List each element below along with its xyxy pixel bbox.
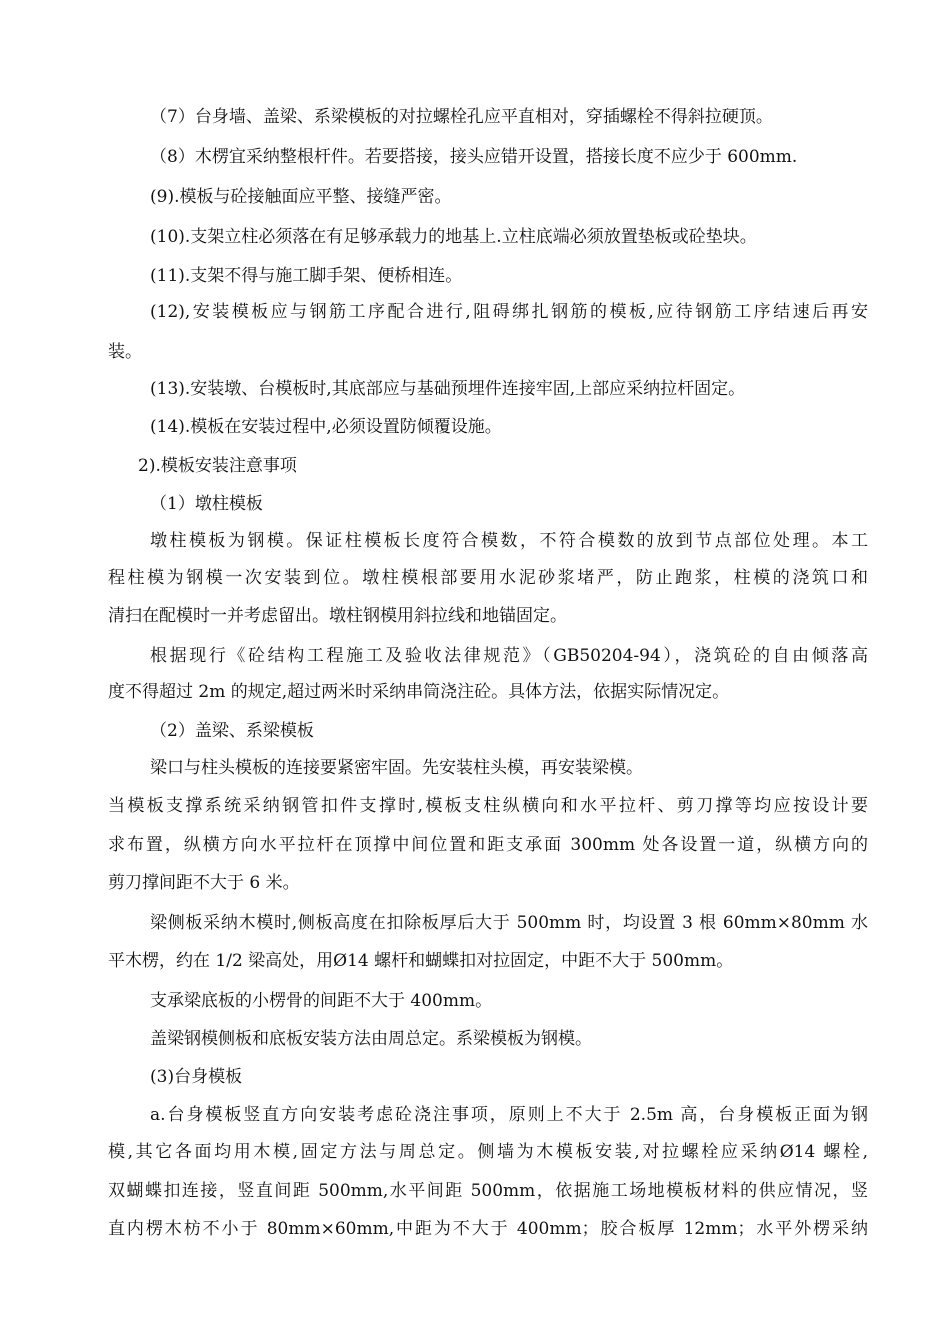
text-line: 根据现行《砼结构工程施工及验收法律规范》（GB50204-94），浇筑砼的自由倾落高: [150, 646, 868, 666]
text-line: (14).模板在安装过程中,必须设置防倾覆设施。: [150, 417, 502, 437]
text-line: 当模板支撑系统采纳钢管扣件支撑时,模板支柱纵横向和水平拉杆、剪刀撑等均应按设计要: [108, 796, 868, 816]
text-line: 度不得超过 2m 的规定,超过两米时采纳串筒浇注砼。具体方法，依据实际情况定。: [108, 682, 730, 702]
text-line: (10).支架立柱必须落在有足够承载力的地基上.立柱底端必须放置垫板或砼垫块。: [150, 227, 757, 247]
subsection-heading: （1）墩柱模板: [150, 494, 263, 514]
text-line: 装。: [108, 342, 142, 362]
text-line: (11).支架不得与施工脚手架、便桥相连。: [150, 266, 463, 286]
subsection-heading: (3)台身模板: [150, 1067, 243, 1087]
text-line: 直内楞木枋不小于 80mm×60mm,中距为不大于 400mm；胶合板厚 12mm；水平外楞采纳: [108, 1219, 868, 1239]
section-heading: 2).模板安装注意事项: [138, 456, 297, 476]
text-line: 盖梁钢模侧板和底板安装方法由周总定。系梁模板为钢模。: [150, 1029, 592, 1049]
text-line: 支承梁底板的小楞骨的间距不大于 400mm。: [150, 991, 493, 1011]
text-line: （7）台身墙、盖梁、系梁模板的对拉螺栓孔应平直相对，穿插螺栓不得斜拉硬顶。: [150, 107, 773, 127]
text-line: 程柱模为钢模一次安装到位。墩柱模根部要用水泥砂浆堵严，防止跑浆，柱模的浇筑口和: [108, 568, 868, 588]
text-line: 梁口与柱头模板的连接要紧密牢固。先安装柱头模，再安装梁模。: [150, 758, 643, 778]
text-line: 双蝴蝶扣连接，竖直间距 500mm,水平间距 500mm，依据施工场地模板材料的供应情况，竖: [108, 1181, 868, 1201]
text-line: 求布置，纵横方向水平拉杆在顶撑中间位置和距支承面 300mm 处各设置一道，纵横方向的: [108, 835, 868, 855]
text-line: a.台身模板竖直方向安装考虑砼浇注事项，原则上不大于 2.5m 高，台身模板正面为钢: [150, 1105, 868, 1125]
text-line: 墩柱模板为钢模。保证柱模板长度符合模数，不符合模数的放到节点部位处理。本工: [150, 531, 868, 551]
text-line: (12),安装模板应与钢筋工序配合进行,阻碍绑扎钢筋的模板,应待钢筋工序结速后再安: [150, 302, 868, 322]
subsection-heading: （2）盖梁、系梁模板: [150, 721, 314, 741]
text-line: (13).安装墩、台模板时,其底部应与基础预埋件连接牢固,上部应采纳拉杆固定。: [150, 379, 746, 399]
text-line: (9).模板与砼接触面应平整、接缝严密。: [150, 187, 452, 207]
text-line: 梁侧板采纳木模时,侧板高度在扣除板厚后大于 500mm 时，均设置 3 根 60mm×80mm 水: [150, 913, 868, 933]
text-line: 剪刀撑间距不大于 6 米。: [108, 873, 300, 893]
text-line: 清扫在配模时一并考虑留出。墩柱钢模用斜拉线和地锚固定。: [108, 606, 567, 626]
text-line: 平木楞，约在 1/2 梁高处，用Ø14 螺杆和蝴蝶扣对拉固定，中距不大于 500mm。: [108, 951, 734, 971]
text-line: （8）木楞宜采纳整根杆件。若要搭接，接头应错开设置，搭接长度不应少于 600mm.: [150, 147, 798, 167]
text-line: 模,其它各面均用木模,固定方法与周总定。侧墙为木模板安装,对拉螺栓应采纳Ø14 螺栓,: [108, 1142, 868, 1162]
